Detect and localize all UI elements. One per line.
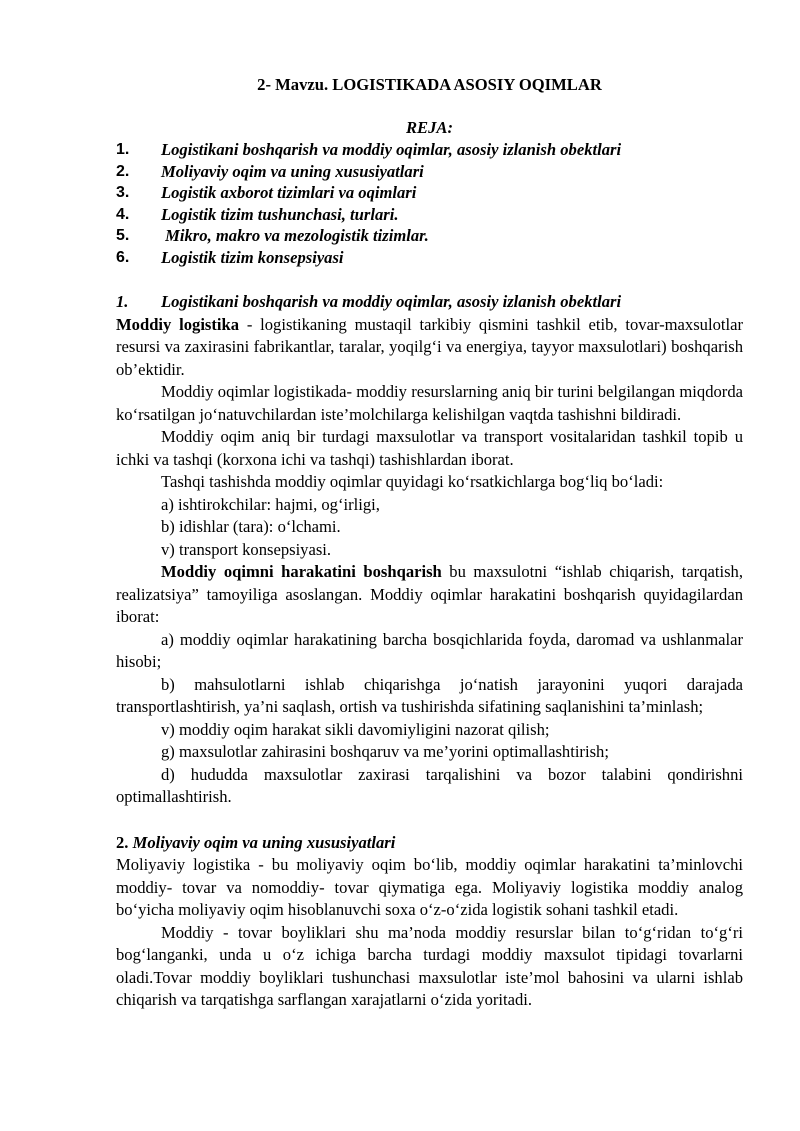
paragraph: Moddiy oqim aniq bir turdagi maxsulotlar va transport vositalaridan tashkil topib u ichki va tashqi (korxona ichi va tashqi) tashishlardan iborat. bbox=[116, 427, 743, 469]
plan-item-text: Logistikani boshqarish va moddiy oqimlar, asosiy izlanish obektlari bbox=[161, 140, 622, 159]
paragraph: Moddiy - tovar boyliklari shu ma’noda moddiy resurslar bilan to‘g‘ridan to‘g‘ri bog‘langanki, unda u o‘z ichiga barcha turdagi moddiy maxsulot tipidagi tovarlarni oladi.Tovar moddiy boyliklari tushunchasi maxsulotlar iste’mol bahosini va ularni ishlab chiqarish va tarqatishga sarflangan xarajatlarni o‘zida yoritadi. bbox=[116, 922, 743, 1009]
paragraph: Moliyaviy logistika - bu moliyaviy oqim bo‘lib, moddiy oqimlar harakatini ta’minlovchi moddiy- tovar va nomoddiy- tovar qiymatiga ega. Moliyaviy logistika moddiy analog bo‘yicha moliyaviy oqim hisoblanuvchi soxa o‘z-o‘zida logistik sohani tashkil etadi. bbox=[116, 855, 743, 919]
paragraph bbox=[116, 314, 743, 382]
plan-item bbox=[116, 161, 743, 183]
document-page bbox=[116, 70, 743, 1012]
plan-item bbox=[116, 139, 743, 161]
paragraph bbox=[116, 561, 743, 629]
list-item: a) ishtirokchilar: hajmi, og‘irligi, bbox=[161, 494, 380, 514]
plan-heading: REJA: bbox=[405, 117, 454, 137]
plan-item-text: Logistik tizim konsepsiyasi bbox=[161, 247, 344, 267]
bold-term: Moddiy oqimni harakatini boshqarish bbox=[161, 562, 442, 581]
plan-item-number: 5. bbox=[116, 227, 130, 244]
paragraph-text: bu maxsulotni “ishlab chiqarish, tarqatish, realizatsiya” tamoyiliga asoslangan. Moddiy oqimlar harakatini boshqarish quyidagilardan iborat: bbox=[116, 562, 743, 626]
page-title: 2- Mavzu. LOGISTIKADA ASOSIY OQIMLAR bbox=[257, 75, 602, 94]
plan-item-number: 6. bbox=[116, 248, 130, 266]
list-item: v) transport konsepsiyasi. bbox=[161, 539, 332, 559]
list-item: d) hududda maxsulotlar zaxirasi tarqalishini va bozor talabini qondirishni optimallashtirish. bbox=[116, 764, 743, 806]
paragraph: Tashqi tashishda moddiy oqimlar quyidagi ko‘rsatkichlarga bog‘liq bo‘ladi: bbox=[161, 472, 664, 491]
section-2-heading bbox=[116, 832, 743, 855]
section-number: 1. bbox=[116, 292, 129, 311]
plan-list bbox=[116, 139, 743, 268]
plan-item bbox=[116, 225, 743, 247]
section-title: Moliyaviy oqim va uning xususiyatlari bbox=[132, 832, 396, 852]
plan-item-text: Logistik axborot tizimlari va oqimlari bbox=[161, 183, 417, 202]
plan-item bbox=[116, 182, 743, 204]
list-item: b) idishlar (tara): o‘lchami. bbox=[161, 517, 341, 536]
list-item: v) moddiy oqim harakat sikli davomiyligini nazorat qilish; bbox=[161, 719, 550, 739]
plan-item-number: 1. bbox=[116, 141, 130, 158]
plan-item-text: Logistik tizim tushunchasi, turlari. bbox=[161, 204, 399, 224]
list-item: a) moddiy oqimlar harakatining barcha bosqichlarida foyda, daromad va ushlanmalar hisobi; bbox=[116, 629, 743, 671]
section-1-heading bbox=[116, 291, 743, 314]
plan-item-text: Mikro, makro va mezologistik tizimlar. bbox=[161, 226, 429, 245]
list-item: b) mahsulotlarni ishlab chiqarishga jo‘natish jarayonini yuqori darajada transportlashtirish, ya’ni saqlash, ortish va tushirishda sifatining saqlanishini ta’minlash; bbox=[116, 674, 743, 716]
plan-item bbox=[116, 247, 743, 269]
section-number: 2. bbox=[116, 832, 129, 852]
plan-item-text: Moliyaviy oqim va uning xususiyatlari bbox=[161, 161, 424, 181]
paragraph: Moddiy oqimlar logistikada- moddiy resurslarning aniq bir turini belgilangan miqdorda ko‘rsatilgan jo‘natuvchilardan iste’molchilarga kelishilgan vaqtda tashishni bildiradi. bbox=[116, 382, 743, 424]
plan-item-number: 3. bbox=[116, 184, 130, 201]
plan-item-number: 2. bbox=[116, 162, 130, 180]
list-item: g) maxsulotlar zahirasini boshqaruv va me’yorini optimallashtirish; bbox=[161, 742, 609, 761]
plan-item bbox=[116, 204, 743, 226]
section-title: Logistikani boshqarish va moddiy oqimlar, asosiy izlanish obektlari bbox=[161, 292, 622, 311]
paragraph-text: - logistikaning mustaqil tarkibiy qismini tashkil etib, tovar-maxsulotlar resursi va zaxirasini fabrikantlar, taralar, yoqilg‘i va energiya, tayyor maxsulotlari) boshqarish ob’ektidir. bbox=[116, 314, 743, 379]
plan-item-number: 4. bbox=[116, 205, 130, 223]
bold-term: Moddiy logistika bbox=[116, 314, 240, 334]
